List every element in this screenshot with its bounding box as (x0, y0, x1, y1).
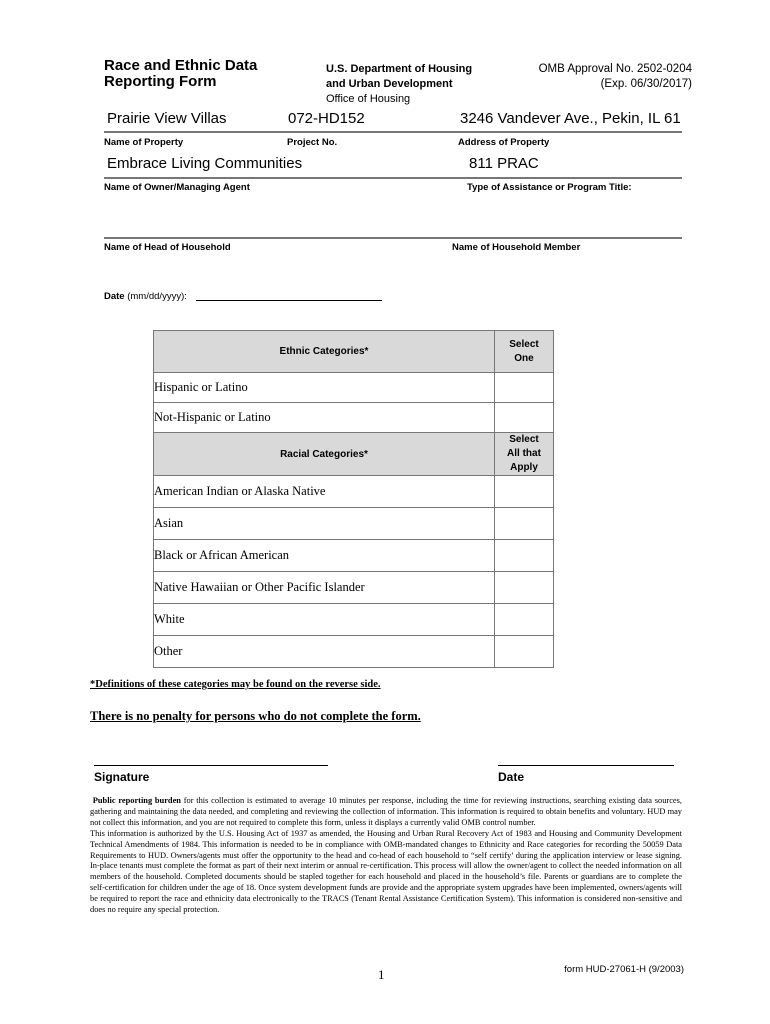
date-label (104, 291, 187, 302)
property-name-value[interactable]: Prairie View Villas (107, 110, 227, 127)
table-row (154, 572, 554, 604)
table-row (154, 508, 554, 540)
ethnic-select-line2: One (514, 352, 534, 364)
no-penalty-note: There is no penalty for persons who do not complete the form. (90, 709, 421, 723)
owner-row-line (104, 177, 682, 179)
burden-p1-text: for this collection is estimated to average 10 minutes per response, including the time for reviewing instructions, searching existing data sources, gathering and maintaining the data needed, and completing and reviewing the collection of information. This information is required to obtain benefits and voluntary. HUD may not collect this information, and you are not required to complete this form, unless it displays a currently valid OMB control number. (90, 796, 682, 827)
racial-option: Asian (154, 508, 495, 540)
racial-option: Black or African American (154, 540, 495, 572)
table-row (154, 604, 554, 636)
form-number: form HUD-27061-H (9/2003) (564, 964, 684, 975)
racial-option: White (154, 604, 495, 636)
ethnic-select-cell[interactable] (495, 373, 554, 403)
date-line[interactable] (196, 300, 382, 301)
ethnic-select-cell[interactable] (495, 403, 554, 433)
dept-line3: Office of Housing (326, 93, 411, 105)
dept-line1: U.S. Department of Housing (326, 63, 473, 75)
racial-select-line1: Select (509, 434, 539, 445)
ethnic-header: Ethnic Categories* (154, 331, 495, 373)
racial-select-cell[interactable] (495, 476, 554, 508)
signature-label: Signature (94, 770, 150, 784)
table-row (154, 540, 554, 572)
racial-select-cell[interactable] (495, 540, 554, 572)
burden-statement (90, 796, 682, 916)
ethnic-option: Hispanic or Latino (154, 373, 495, 403)
racial-select-cell[interactable] (495, 636, 554, 668)
racial-select-header (495, 433, 554, 476)
signature-line[interactable] (94, 765, 328, 766)
owner-agent-value[interactable]: Embrace Living Communities (107, 155, 303, 172)
table-row (154, 373, 554, 403)
ethnic-header-row (154, 331, 554, 373)
property-row-line (104, 131, 682, 133)
assistance-type-label: Type of Assistance or Program Title: (467, 182, 632, 193)
racial-option: Other (154, 636, 495, 668)
form-title (104, 58, 257, 90)
form-title-line2: Reporting Form (104, 73, 217, 90)
omb-approval: OMB Approval No. 2502-0204 (538, 63, 692, 75)
project-no-value[interactable]: 072-HD152 (288, 110, 365, 127)
ethnic-option: Not-Hispanic or Latino (154, 403, 495, 433)
categories-table (153, 330, 554, 668)
racial-select-cell[interactable] (495, 508, 554, 540)
owner-agent-label: Name of Owner/Managing Agent (104, 182, 250, 193)
date-label-bold: Date (104, 291, 125, 302)
ethnic-select-line1: Select (509, 338, 539, 350)
signature-date-line[interactable] (498, 765, 674, 766)
page-number: 1 (378, 967, 385, 982)
household-row-line[interactable] (104, 237, 682, 239)
project-no-label: Project No. (287, 137, 338, 148)
household-member-label: Name of Household Member (452, 242, 581, 253)
racial-header: Racial Categories* (154, 433, 495, 476)
table-row (154, 403, 554, 433)
racial-option: Native Hawaiian or Other Pacific Islander (154, 572, 495, 604)
burden-lead: Public reporting burden (92, 796, 181, 805)
burden-paragraph-1 (90, 796, 682, 829)
racial-header-row (154, 433, 554, 476)
ethnic-select-header (495, 331, 554, 373)
omb-block (539, 62, 692, 92)
racial-select-line2: All that (507, 448, 541, 459)
burden-paragraph-2: This information is authorized by the U.S. Housing Act of 1937 as amended, the Housing and Urban Rural Recovery Act of 1983 and Housing and Community Development Technical Amendments of 1984. This information is needed to be in compliance with OMB-mandated changes to Ethnicity and Race categories for recording the 50059 Data Requirements to HUD. Owners/agents must offer the opportunity to the head and co-head of each household to “self certify’ during the application interview or lease signing. In-place tenants must complete the format as part of their next interim or annual re-certification. This process will allow the owner/agent to collect the needed information on all members of the household. Completed documents should be stapled together for each household and placed in the household’s file. Parents or guardians are to complete the self-certification for children under the age of 18. Once system development funds are provide and the appropriate system upgrades have been implemented, owners/agents will be required to report the race and ethnicity data electronically to the TRACS (Tenant Rental Assistance Certification System). This information is considered non-sensitive and does no require any special protection. (90, 828, 682, 915)
racial-select-cell[interactable] (495, 604, 554, 636)
omb-expiration: (Exp. 06/30/2017) (600, 78, 692, 90)
property-address-value[interactable]: 3246 Vandever Ave., Pekin, IL 61 (460, 110, 681, 127)
property-name-label: Name of Property (104, 137, 184, 148)
racial-select-cell[interactable] (495, 572, 554, 604)
racial-option: American Indian or Alaska Native (154, 476, 495, 508)
head-of-household-label: Name of Head of Household (104, 242, 231, 253)
signature-date-label: Date (498, 770, 525, 784)
table-row (154, 476, 554, 508)
property-address-label: Address of Property (458, 137, 550, 148)
form-title-line1: Race and Ethnic Data (104, 57, 258, 74)
racial-select-line3: Apply (510, 462, 538, 473)
table-row (154, 636, 554, 668)
assistance-type-value[interactable]: 811 PRAC (469, 155, 539, 172)
dept-line2: and Urban Development (326, 78, 453, 90)
department-block (326, 62, 472, 107)
date-format: (mm/dd/yyyy): (124, 291, 187, 302)
definitions-note: *Definitions of these categories may be found on the reverse side. (90, 679, 381, 690)
